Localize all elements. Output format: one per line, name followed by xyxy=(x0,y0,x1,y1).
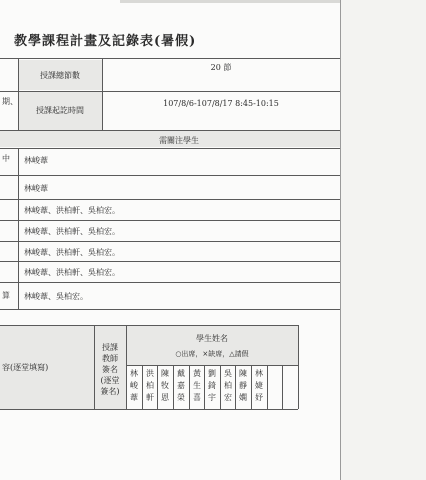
line-h3 xyxy=(0,130,340,131)
name-col-divider xyxy=(220,365,221,409)
row-1-left: 中 xyxy=(2,154,10,163)
line-h4 xyxy=(0,148,340,149)
page-title: 教學課程計畫及記錄表(暑假) xyxy=(14,34,197,49)
line-h2 xyxy=(0,91,340,92)
name-col-divider xyxy=(173,365,174,409)
student-col-7: 吳柏宏 xyxy=(224,369,232,402)
name-col-divider xyxy=(189,365,190,409)
attendance-legend: ○出席，×缺席，△請假 xyxy=(175,350,249,358)
row-6-students: 林峻葦、洪柏軒、吳柏宏。 xyxy=(24,268,120,277)
name-col-divider xyxy=(267,365,268,409)
student-col-9: 林婕妤 xyxy=(255,369,263,402)
top-scan-mark xyxy=(120,0,340,3)
total-hours-label: 授課總節數 xyxy=(40,71,80,80)
total-hours-value: 20 節 xyxy=(210,63,232,72)
names-title: 學生姓名 xyxy=(196,334,228,343)
period-value: 107/8/6-107/8/17 8:45-10:15 xyxy=(163,99,279,108)
line-v-rows xyxy=(18,148,19,309)
content-label: 容(逐堂填寫) xyxy=(2,363,49,372)
row-5-students: 林峻葦、洪柏軒、吳柏宏。 xyxy=(24,248,120,257)
line-h11 xyxy=(0,309,340,310)
line-r-top xyxy=(0,325,298,326)
student-col-3: 陳牧恩 xyxy=(161,369,169,402)
teacher-sign-line-4: (逐堂 xyxy=(100,376,120,385)
line-r-bottom xyxy=(0,409,298,410)
teacher-sign-line-2: 教師 xyxy=(102,354,118,363)
line-h10 xyxy=(0,282,340,283)
students-header: 需關注學生 xyxy=(159,136,199,145)
student-col-4: 戴嘉榮 xyxy=(177,369,185,402)
name-col-divider xyxy=(282,365,283,409)
name-col-divider xyxy=(142,365,143,409)
line-r-v1 xyxy=(94,325,95,409)
student-col-1: 林峻葦 xyxy=(130,369,138,402)
teacher-sign-line-1: 授課 xyxy=(102,343,118,352)
row-2-students: 林峻葦 xyxy=(24,184,48,193)
line-h1 xyxy=(0,58,340,59)
row-4-students: 林峻葦、洪柏軒、吳柏宏。 xyxy=(24,227,120,236)
name-col-divider xyxy=(235,365,236,409)
line-r-names xyxy=(126,365,298,366)
left-fragment: 期、 xyxy=(2,97,18,106)
line-h8 xyxy=(0,241,340,242)
line-h9 xyxy=(0,261,340,262)
student-col-8: 陳靜嫻 xyxy=(239,369,247,402)
name-col-divider xyxy=(204,365,205,409)
row-7-left: 算 xyxy=(2,291,10,300)
shade-names-header xyxy=(126,326,298,365)
name-col-divider xyxy=(157,365,158,409)
line-h6 xyxy=(0,199,340,200)
teacher-sign-line-5: 簽名) xyxy=(100,387,120,396)
line-r-v3 xyxy=(298,325,299,409)
student-col-5: 黃生喜 xyxy=(193,369,201,402)
row-7-students: 林峻葦、吳柏宏。 xyxy=(24,292,88,301)
teacher-sign-line-3: 簽名 xyxy=(102,365,118,374)
line-v-info-left xyxy=(18,58,19,130)
row-1-students: 林峻葦 xyxy=(24,156,48,165)
student-col-6: 劉錡宇 xyxy=(208,369,216,402)
page-edge xyxy=(340,0,341,480)
row-3-students: 林峻葦、洪柏軒、吳柏宏。 xyxy=(24,206,120,215)
line-h5 xyxy=(0,175,340,176)
line-h7 xyxy=(0,220,340,221)
name-col-divider xyxy=(251,365,252,409)
period-label: 授課起訖時間 xyxy=(36,106,84,115)
student-col-2: 洪柏軒 xyxy=(146,369,154,402)
